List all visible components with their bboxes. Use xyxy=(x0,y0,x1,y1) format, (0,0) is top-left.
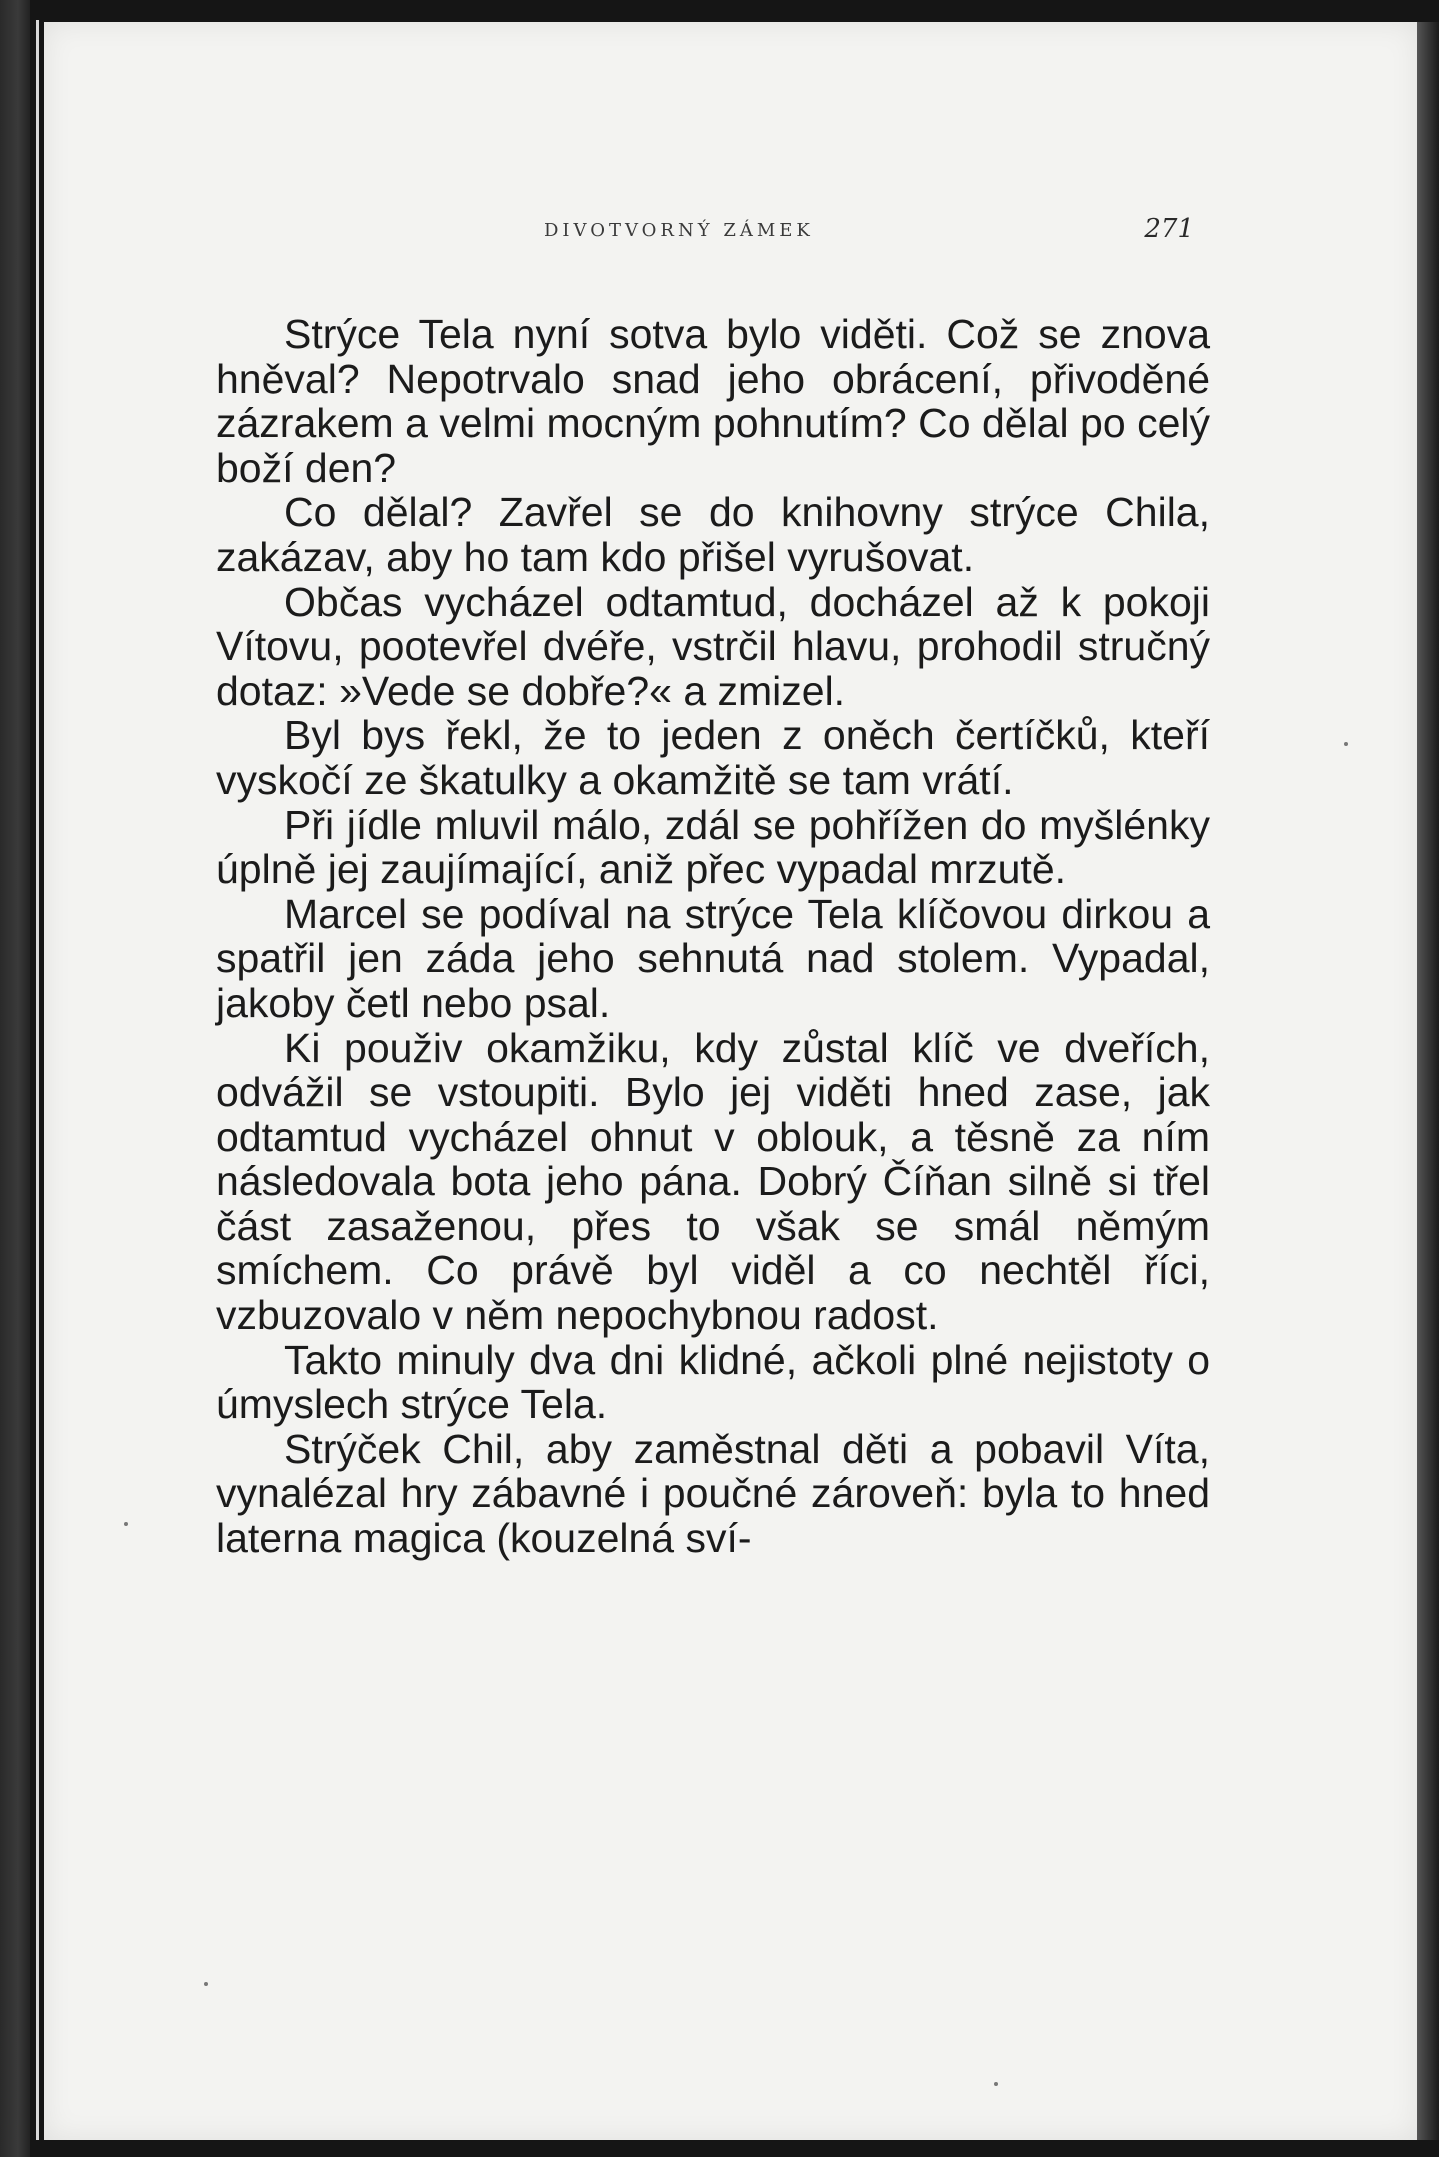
paragraph: Takto minuly dva dni klidné, ačkoli plné nejistoty o úmyslech strýce Tela. xyxy=(216,1336,1210,1428)
paragraph: Při jídle mluvil málo, zdál se pohřížen do myšlénky úplně jej zaujímající, aniž přec vypadal mrzutě. xyxy=(216,801,1210,893)
paragraph: Marcel se podíval na strýce Tela klíčovou dirkou a spatřil jen záda jeho sehnutá nad stolem. Vypadal, jakoby četl nebo psal. xyxy=(216,890,1210,1026)
paragraph: Ki použiv okamžiku, kdy zůstal klíč ve dveřích, odvážil se vstoupiti. Bylo jej viděti hned zase, jak odtamtud vycházel ohnut v oblouk, a těsně za ním následovala bota jeho pána. Dobrý Číňan silně si třel část zasaženou, přes to však se smál němým smíchem. Co právě byl viděl a co nechtěl říci, vzbuzovalo v něm nepochybnou radost. xyxy=(216,1024,1210,1339)
binding-edge-line xyxy=(36,20,39,2140)
body-text xyxy=(216,312,1210,1561)
paper-speck xyxy=(204,1982,208,1986)
paragraph: Strýce Tela nyní sotva bylo viděti. Což se znova hněval? Nepotrvalo snad jeho obrácení, přivoděné zázrakem a velmi mocným pohnutím? Co dělal po celý boží den? xyxy=(216,311,1210,491)
paper-speck xyxy=(994,2082,998,2086)
running-title: DIVOTVORNÝ ZÁMEK xyxy=(544,220,814,241)
page-number: 271 xyxy=(1144,214,1194,244)
paragraph: Co dělal? Zavřel se do knihovny strýce Chila, zakázav, aby ho tam kdo přišel vyrušovat. xyxy=(216,489,1210,580)
paper-speck xyxy=(1344,742,1348,746)
paragraph: Strýček Chil, aby zaměstnal děti a pobavil Víta, vynalézal hry zábavné i poučné zároveň: byla to hned laterna magica (kouzelná sví- xyxy=(216,1425,1210,1562)
book-binding xyxy=(0,0,30,2157)
paragraph: Občas vycházel odtamtud, docházel až k pokoji Vítovu, pootevřel dvéře, vstrčil hlavu, prohodil stručný dotaz: »Vede se dobře?« a zmizel. xyxy=(216,578,1210,714)
paragraph: Byl bys řekl, že to jeden z oněch čertíčků, kteří vyskočí ze škatulky a okamžitě se tam vrátí. xyxy=(216,712,1210,803)
paper-speck xyxy=(124,1522,128,1526)
page-shadow-edge xyxy=(1417,22,1439,2140)
book-page xyxy=(44,22,1418,2140)
page-header xyxy=(544,212,1194,252)
